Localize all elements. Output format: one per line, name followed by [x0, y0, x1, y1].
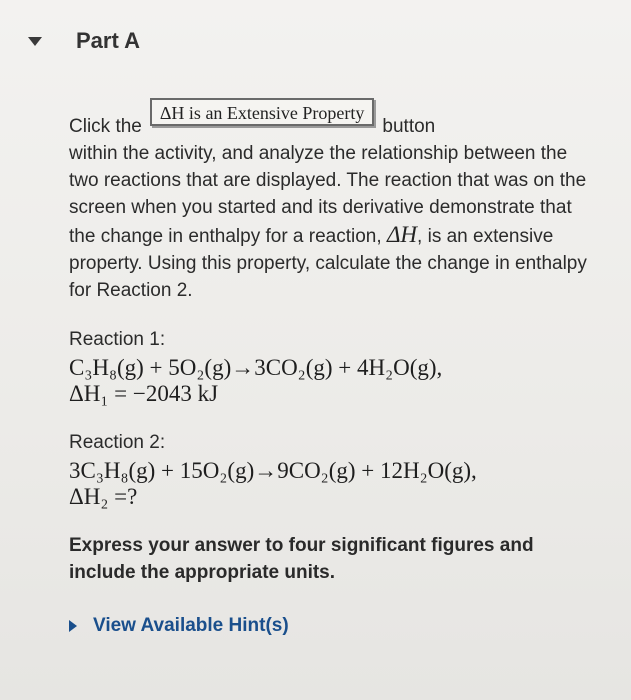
reaction-1-enthalpy: ΔH₁ = −2043 kJ — [69, 381, 219, 406]
intro-body-after: , is an extensive property. Using this property, calculate the change in enthalpy for Reaction 2. — [69, 226, 587, 301]
answer-instructions: Express your answer to four significant figures and include the appropriate units. — [69, 535, 534, 583]
expand-triangle-icon[interactable] — [69, 620, 77, 632]
reaction-2-label: Reaction 2: — [69, 432, 166, 453]
intro-body-before: within the activity, and analyze the relationship between the two reactions that are displayed. The reaction that was on the screen when you started and its derivative demonstrate that the change in enthalpy for a reaction, — [69, 143, 587, 247]
extensive-property-button[interactable]: ΔH is an Extensive Property — [150, 98, 375, 126]
delta-h-symbol: ΔH — [386, 222, 418, 247]
reaction-1-equation: C₃H₈(g) + 5O₂(g)→3CO₂(g) + 4H₂O(g), — [69, 355, 443, 380]
part-title: Part A — [76, 28, 140, 53]
button-word-text: button — [382, 116, 436, 137]
reaction-1-label: Reaction 1: — [69, 329, 166, 350]
reaction-2-equation: 3C₃H₈(g) + 15O₂(g)→9CO₂(g) + 12H₂O(g), — [69, 458, 477, 483]
reaction-2 — [69, 429, 599, 510]
collapse-triangle-icon[interactable] — [28, 37, 42, 46]
intro-first-line — [69, 98, 599, 140]
reaction-1 — [69, 326, 599, 407]
part-header[interactable] — [28, 24, 140, 58]
view-hints-link[interactable]: View Available Hint(s) — [93, 615, 289, 636]
problem-content — [69, 98, 599, 639]
intro-paragraph — [69, 140, 599, 304]
click-the-text: Click the — [69, 116, 142, 137]
reaction-2-enthalpy: ΔH₂ =? — [69, 484, 138, 509]
view-hints-toggle[interactable] — [69, 612, 599, 639]
